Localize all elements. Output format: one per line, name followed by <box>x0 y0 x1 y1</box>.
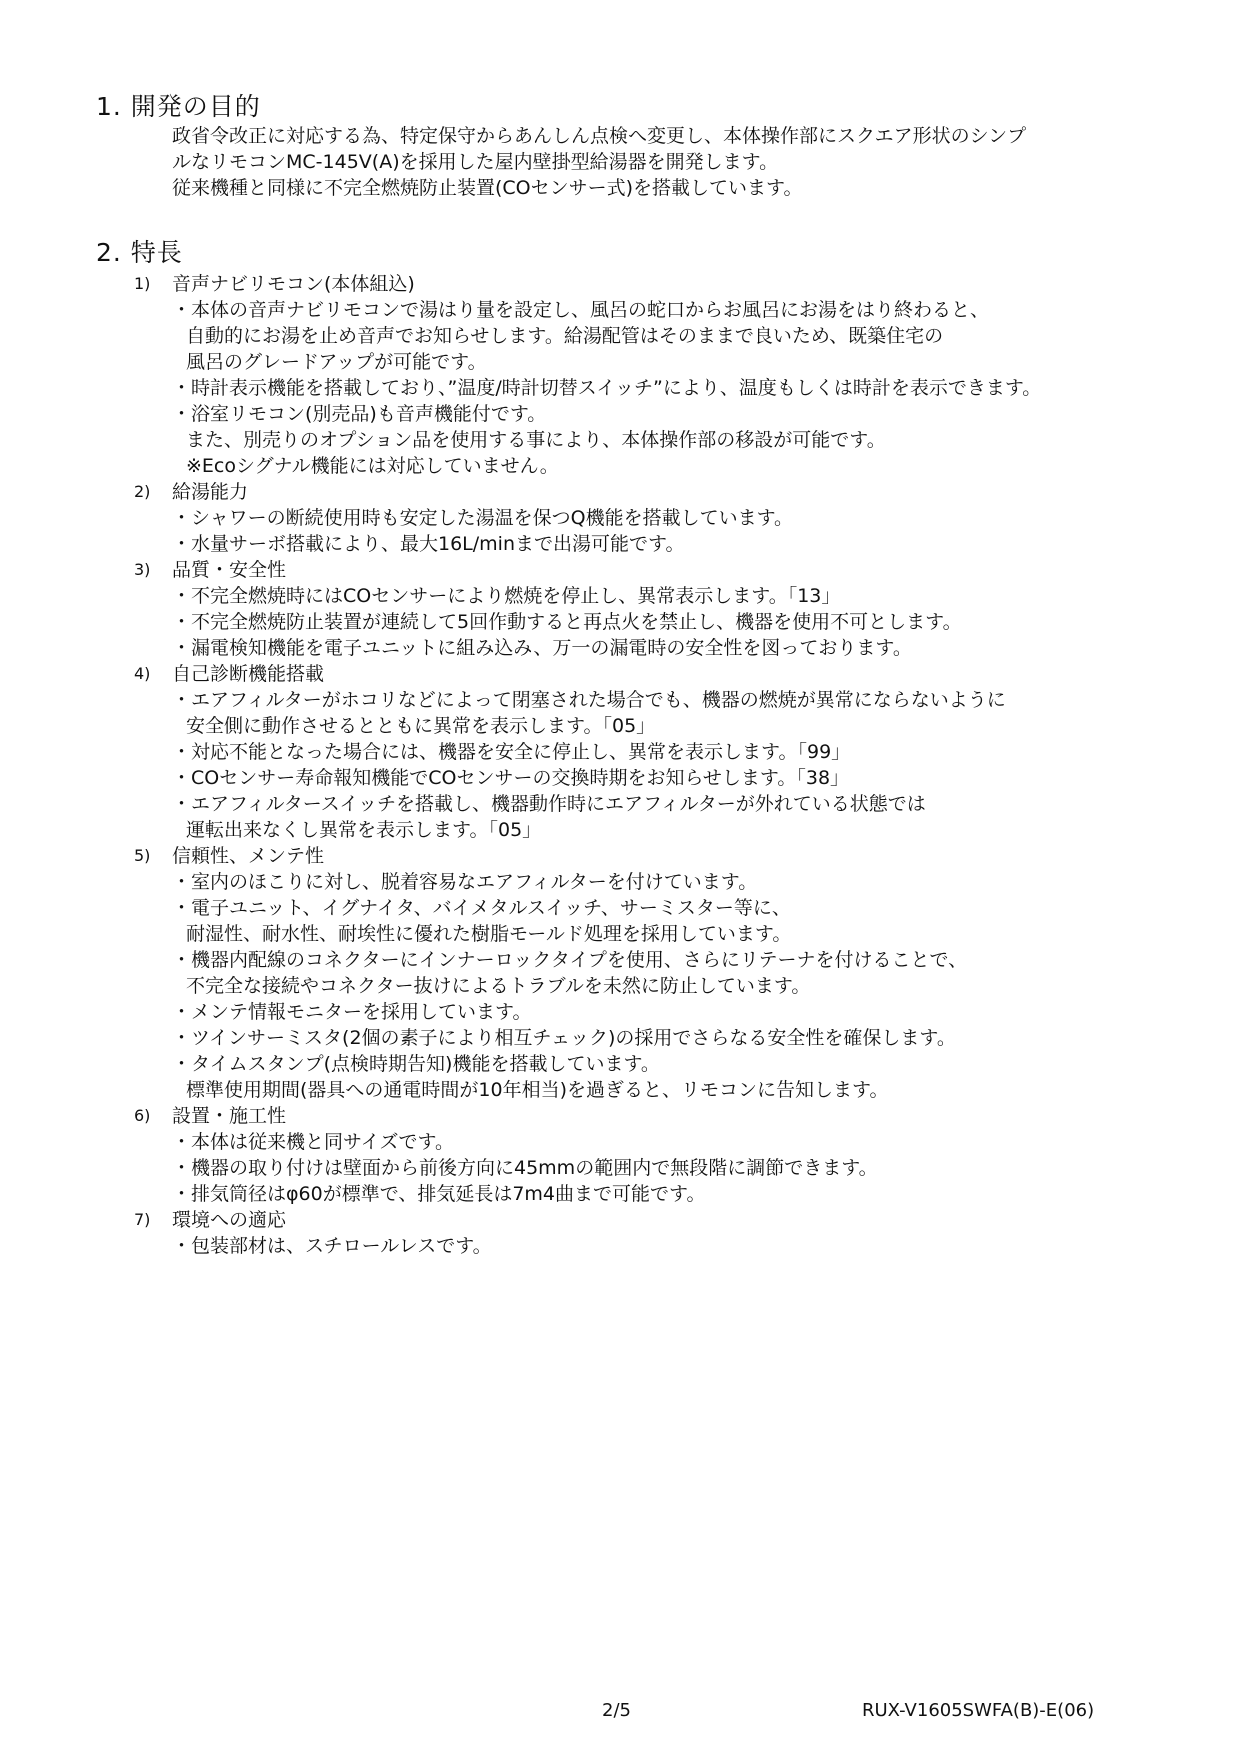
section-1-line: 従来機種と同様に不完全燃焼防止装置(COセンサー式)を搭載しています。 <box>172 177 803 199</box>
item-number: 4) <box>134 664 151 683</box>
item-line: 耐湿性、耐水性、耐埃性に優れた樹脂モールド処理を採用しています。 <box>186 923 792 945</box>
item-line: ・エアフィルターがホコリなどによって閉塞された場合でも、機器の燃焼が異常にならないように <box>172 689 1006 711</box>
item-title: 音声ナビリモコン(本体組込) <box>172 273 415 295</box>
page-number: 2/5 <box>602 1700 631 1721</box>
item-line: 不完全な接続やコネクター抜けによるトラブルを未然に防止しています。 <box>186 975 811 997</box>
item-line: ・本体は従来機と同サイズです。 <box>172 1131 454 1153</box>
item-line: ・シャワーの断続使用時も安定した湯温を保つQ機能を搭載しています。 <box>172 507 794 529</box>
item-line: ・不完全燃焼時にはCOセンサーにより燃焼を停止し、異常表示します。「13」 <box>172 585 841 607</box>
section-2-title: 2. 特長 <box>96 238 183 267</box>
item-line: ・排気筒径はφ60が標準で、排気延長は7m4曲まで可能です。 <box>172 1183 706 1205</box>
item-line: ※Ecoシグナル機能には対応していません。 <box>186 455 559 477</box>
item-title: 給湯能力 <box>172 481 249 503</box>
item-line: 運転出来なくし異常を表示します。「05」 <box>186 819 542 841</box>
item-line: ・機器の取り付けは壁面から前後方向に45mmの範囲内で無段階に調節できます。 <box>172 1157 878 1179</box>
item-line: ・不完全燃焼防止装置が連続して5回作動すると再点火を禁止し、機器を使用不可とします。 <box>172 611 962 633</box>
section-1-line: ルなリモコンMC-145V(A)を採用した屋内壁掛型給湯器を開発します。 <box>172 151 779 173</box>
item-title: 設置・施工性 <box>172 1105 287 1127</box>
item-line: ・時計表示機能を搭載しており、”温度/時計切替スイッチ”により、温度もしくは時計を表示できます。 <box>172 377 1042 399</box>
item-line: ・本体の音声ナビリモコンで湯はり量を設定し、風呂の蛇口からお風呂にお湯をはり終わると、 <box>172 299 990 321</box>
item-line: ・エアフィルタースイッチを搭載し、機器動作時にエアフィルターが外れている状態では <box>172 793 926 815</box>
item-number: 2) <box>134 482 151 501</box>
item-line: また、別売りのオプション品を使用する事により、本体操作部の移設が可能です。 <box>186 429 886 451</box>
item-line: ・電子ユニット、イグナイタ、バイメタルスイッチ、サーミスター等に、 <box>172 897 791 919</box>
item-line: 安全側に動作させるとともに異常を表示します。「05」 <box>186 715 656 737</box>
item-line: 標準使用期間(器具への通電時間が10年相当)を過ぎると、リモコンに告知します。 <box>186 1079 889 1101</box>
item-title: 品質・安全性 <box>172 559 287 581</box>
item-number: 6) <box>134 1106 151 1125</box>
item-line: ・室内のほこりに対し、脱着容易なエアフィルターを付けています。 <box>172 871 758 893</box>
item-line: ・漏電検知機能を電子ユニットに組み込み、万一の漏電時の安全性を図っております。 <box>172 637 912 659</box>
item-title: 環境への適応 <box>172 1209 287 1231</box>
item-line: ・ツインサーミスタ(2個の素子により相互チェック)の採用でさらなる安全性を確保します。 <box>172 1027 956 1049</box>
item-line: ・包装部材は、スチロールレスです。 <box>172 1235 492 1257</box>
item-line: 自動的にお湯を止め音声でお知らせします。給湯配管はそのままで良いため、既築住宅の <box>186 325 944 347</box>
item-line: ・浴室リモコン(別売品)も音声機能付です。 <box>172 403 547 425</box>
item-number: 7) <box>134 1210 151 1229</box>
item-title: 自己診断機能搭載 <box>172 663 325 685</box>
item-line: ・機器内配線のコネクターにインナーロックタイプを使用、さらにリテーナを付けることで、 <box>172 949 968 971</box>
section-1-title: 1. 開発の目的 <box>96 92 261 121</box>
item-line: ・対応不能となった場合には、機器を安全に停止し、異常を表示します。「99」 <box>172 741 851 763</box>
section-1-line: 政省令改正に対応する為、特定保守からあんしん点検へ変更し、本体操作部にスクエア形状のシンプ <box>172 125 1027 147</box>
item-title: 信頼性、メンテ性 <box>172 845 325 867</box>
item-line: 風呂のグレードアップが可能です。 <box>186 351 487 373</box>
item-line: ・タイムスタンプ(点検時期告知)機能を搭載しています。 <box>172 1053 660 1075</box>
document-code: RUX-V1605SWFA(B)-E(06) <box>862 1700 1095 1721</box>
item-number: 3) <box>134 560 151 579</box>
item-line: ・COセンサー寿命報知機能でCOセンサーの交換時期をお知らせします。「38」 <box>172 767 850 789</box>
item-line: ・メンテ情報モニターを採用しています。 <box>172 1001 532 1023</box>
item-number: 5) <box>134 846 151 865</box>
item-line: ・水量サーボ搭載により、最大16L/minまで出湯可能です。 <box>172 533 685 555</box>
item-number: 1) <box>134 274 151 293</box>
